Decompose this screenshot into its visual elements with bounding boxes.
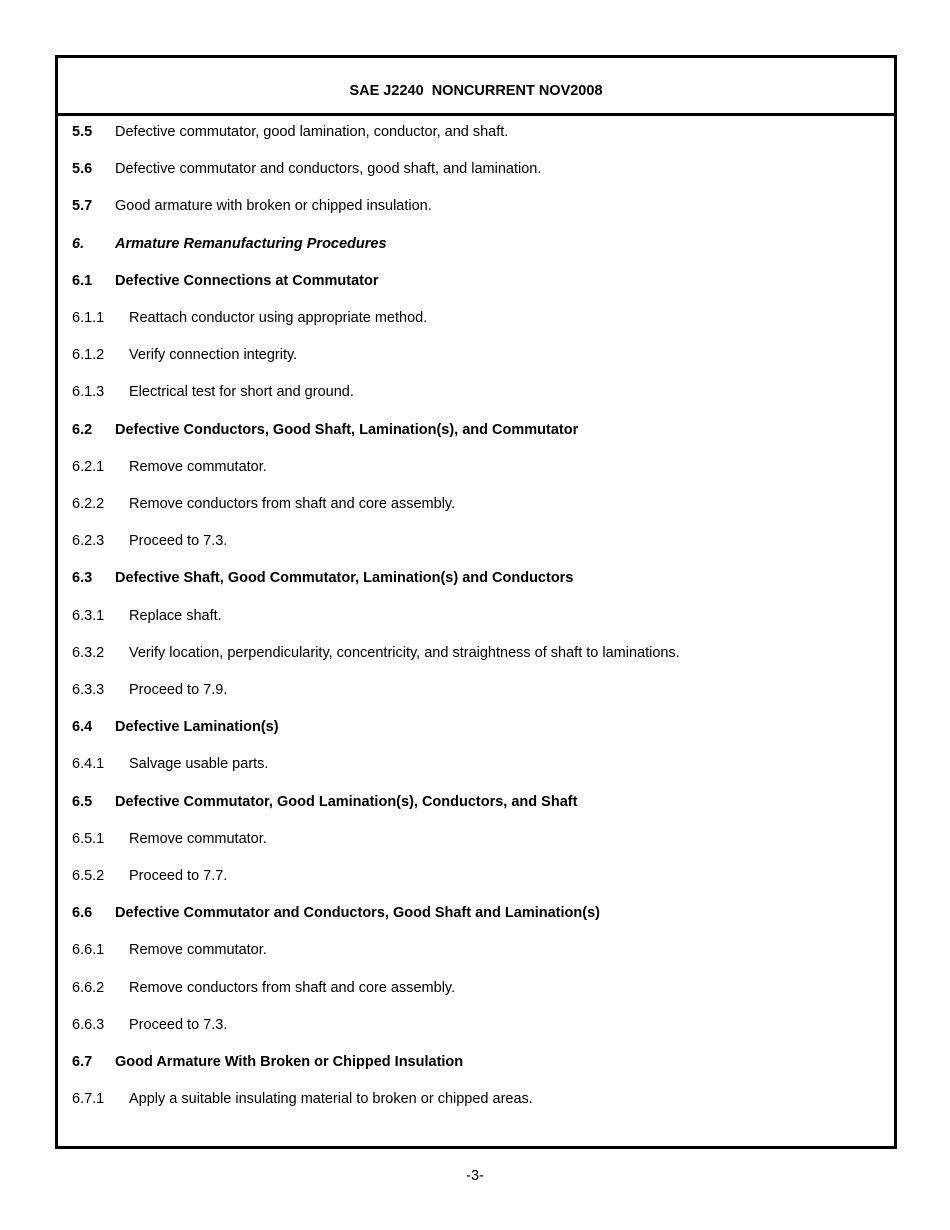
document-header: SAE J2240 NONCURRENT NOV2008 xyxy=(58,58,894,116)
section-text: Remove commutator. xyxy=(129,458,267,475)
section-text: Defective Commutator, Good Lamination(s), Conductors, and Shaft xyxy=(115,793,578,810)
section-text: Salvage usable parts. xyxy=(129,756,269,773)
section-text: Proceed to 7.3. xyxy=(129,1016,228,1033)
section-text: Replace shaft. xyxy=(129,607,222,624)
section-number: 6.6.3 xyxy=(72,1016,105,1033)
section-number: 6.5.2 xyxy=(72,868,105,884)
section-text: Remove commutator. xyxy=(129,830,267,847)
section-number: 6.1 xyxy=(72,272,93,289)
section-number: 5.5 xyxy=(72,124,93,140)
section-text: Defective Shaft, Good Commutator, Lamination(s) and Conductors xyxy=(115,570,574,587)
section-text: Defective commutator and conductors, good shaft, and lamination. xyxy=(115,161,542,178)
section-text: Remove conductors from shaft and core assembly. xyxy=(129,979,456,996)
section-text: Proceed to 7.3. xyxy=(129,533,228,550)
section-number: 6.3.2 xyxy=(72,644,105,661)
page-frame xyxy=(55,55,897,1149)
section-number: 6.3 xyxy=(72,570,93,587)
section-text: Verify location, perpendicularity, concentricity, and straightness of shaft to laminations. xyxy=(129,644,680,661)
section-text: Defective Lamination(s) xyxy=(115,719,279,736)
section-text: Proceed to 7.9. xyxy=(129,682,228,698)
section-number: 6.2.1 xyxy=(72,458,105,475)
section-text: Armature Remanufacturing Procedures xyxy=(115,235,387,252)
section-text: Reattach conductor using appropriate method. xyxy=(129,310,428,326)
section-text: Defective Conductors, Good Shaft, Lamination(s), and Commutator xyxy=(115,421,579,438)
section-number: 6.6 xyxy=(72,905,93,922)
section-number: 6.2.3 xyxy=(72,533,105,550)
section-number: 6.2.2 xyxy=(72,496,105,512)
section-number: 6.2 xyxy=(72,421,93,438)
section-number: 5.7 xyxy=(72,198,93,215)
section-number: 6.1.2 xyxy=(72,347,105,364)
section-number: 6.6.2 xyxy=(72,979,105,996)
section-text: Defective Commutator and Conductors, Good Shaft and Lamination(s) xyxy=(115,905,600,922)
section-number: 6. xyxy=(72,235,85,252)
section-number: 6.7 xyxy=(72,1054,93,1070)
section-number: 5.6 xyxy=(72,161,93,178)
section-number: 6.3.3 xyxy=(72,682,105,698)
section-text: Electrical test for short and ground. xyxy=(129,384,354,401)
section-number: 6.7.1 xyxy=(72,1091,105,1108)
section-text: Remove commutator. xyxy=(129,942,267,959)
section-text: Good Armature With Broken or Chipped Insulation xyxy=(115,1054,464,1070)
section-text: Proceed to 7.7. xyxy=(129,868,228,884)
section-number: 6.5.1 xyxy=(72,830,105,847)
section-number: 6.3.1 xyxy=(72,607,105,624)
section-number: 6.6.1 xyxy=(72,942,105,959)
section-text: Apply a suitable insulating material to broken or chipped areas. xyxy=(129,1091,533,1108)
section-text: Remove conductors from shaft and core assembly. xyxy=(129,496,456,512)
section-number: 6.4.1 xyxy=(72,756,105,773)
section-text: Verify connection integrity. xyxy=(129,347,298,364)
section-number: 6.5 xyxy=(72,793,93,810)
section-text: Defective Connections at Commutator xyxy=(115,272,379,289)
section-number: 6.1.3 xyxy=(72,384,105,401)
section-number: 6.4 xyxy=(72,719,93,736)
section-number: 6.1.1 xyxy=(72,310,105,326)
section-text: Defective commutator, good lamination, conductor, and shaft. xyxy=(115,124,509,140)
section-text: Good armature with broken or chipped insulation. xyxy=(115,198,432,215)
page-number: -3- xyxy=(466,1168,484,1184)
